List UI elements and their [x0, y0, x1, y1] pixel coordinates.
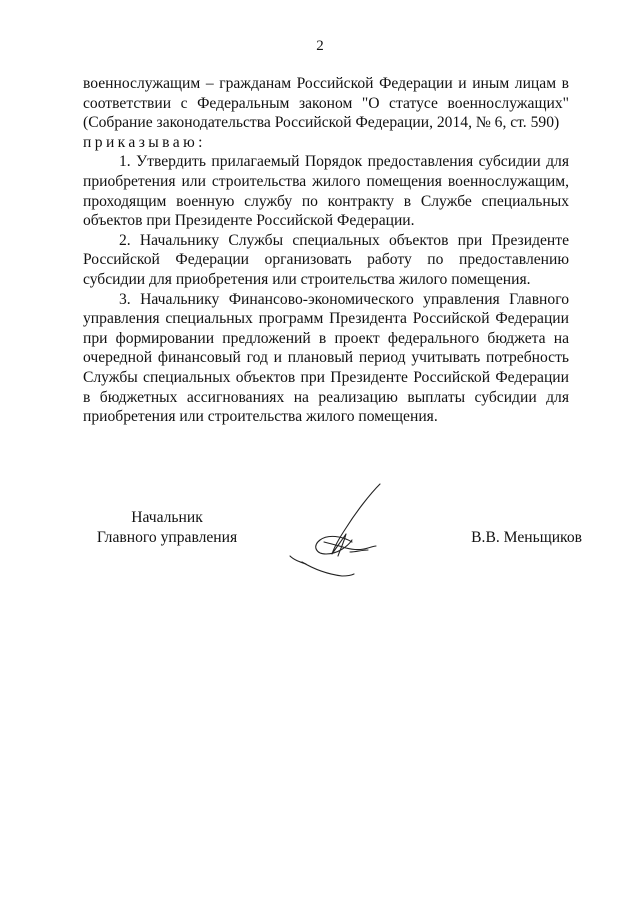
item-2: 2. Начальнику Службы специальных объектов при Президенте Российской Федерации организовать работу по предоставлению субсидии для приобретения или строительства жилого помещения.	[83, 231, 569, 288]
handwritten-signature	[282, 478, 392, 588]
item-1: 1. Утвердить прилагаемый Порядок предоставления субсидии для приобретения или строительства жилого помещения военнослужащим, проходящим военную службу по контракту в Службе специальных объектов при Президенте Российской Федерации.	[83, 153, 569, 230]
order-word: приказываю:	[83, 133, 206, 151]
signer-title-line-2: Главного управления	[96, 528, 238, 546]
intro-paragraph: военнослужащим – гражданам Российской Федерации и иным лицам в соответствии с Федеральным законом "О статусе военнослужащих" (Собрание законодательства Российской Федерации, 2014, № 6, ст. 590)	[83, 75, 569, 132]
page-number: 2	[316, 38, 324, 54]
signer-name: В.В. Меньщиков	[471, 529, 582, 546]
signer-title	[82, 508, 252, 547]
document-body	[83, 74, 569, 427]
item-3: 3. Начальнику Финансово-экономического управления Главного управления специальных программ Президента Российской Федерации при формировании предложений в проект федерального бюджета на очередной финансовый год и плановый период учитывать потребность Службы специальных объектов при Президенте Российской Федерации в бюджетных ассигнованиях на реализацию выплаты субсидии для приобретения или строительства жилого помещения.	[83, 290, 569, 426]
signer-title-line-1: Начальник	[131, 509, 203, 526]
